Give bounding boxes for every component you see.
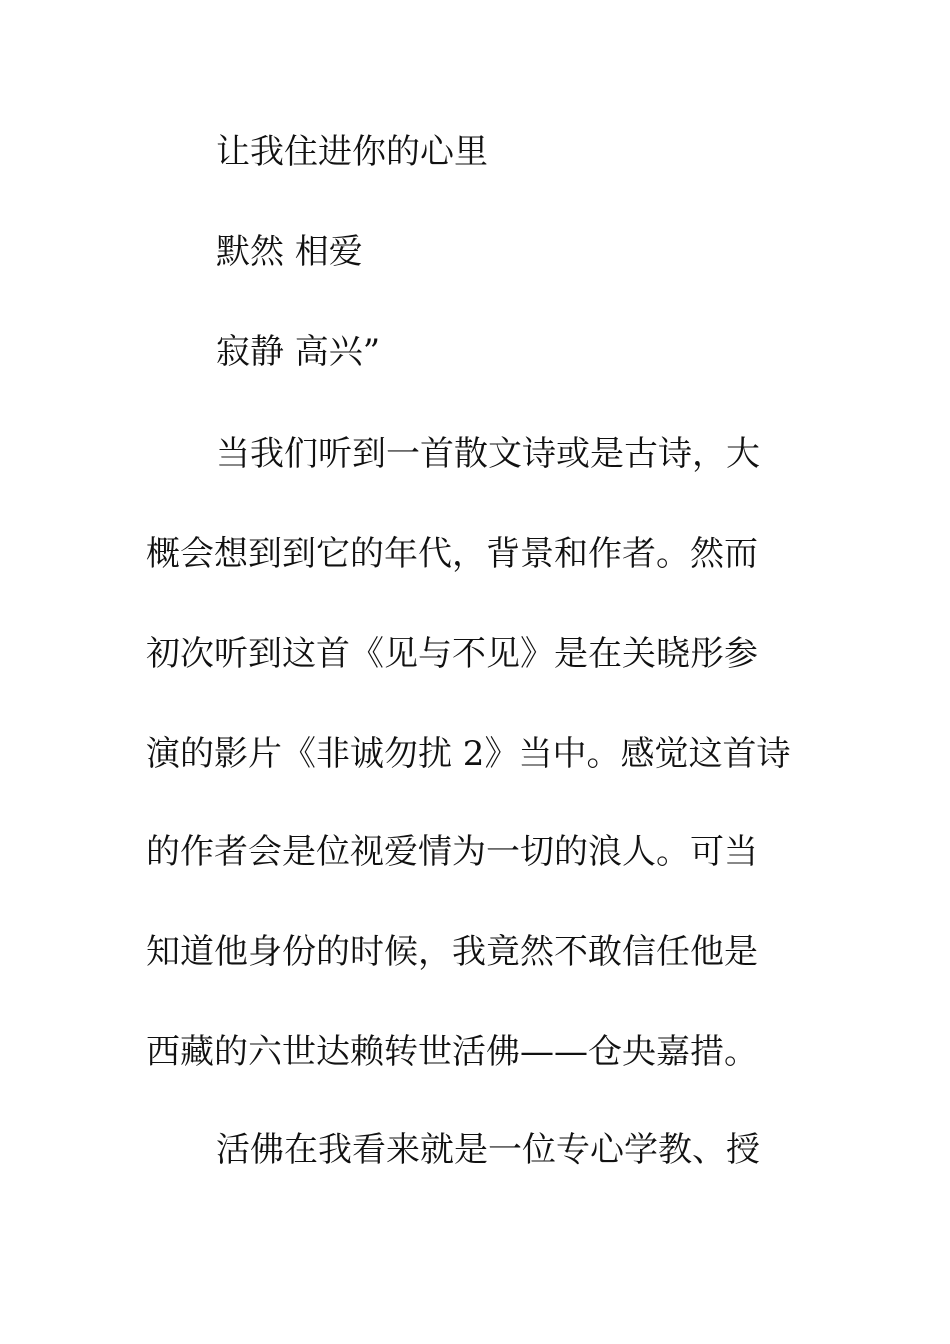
paragraph-line: 西藏的六世达赖转世活佛——仓央嘉措。 [146,1032,758,1072]
paragraph-line: 初次听到这首《见与不见》是在关晓彤参 [146,634,758,674]
paragraph-line: 当我们听到一首散文诗或是古诗，大 [216,434,760,474]
paragraph-line: 活佛在我看来就是一位专心学教、授 [216,1130,760,1170]
poem-line-1: 让我住进你的心里 [216,132,488,172]
paragraph-line: 演的影片《非诚勿扰 2》当中。感觉这首诗 [146,734,791,774]
poem-line-2: 默然 相爱 [216,232,363,272]
poem-line-3: 寂静 高兴” [216,332,381,372]
paragraph-line: 概会想到到它的年代，背景和作者。然而 [146,534,758,574]
paragraph-line: 知道他身份的时候，我竟然不敢信任他是 [146,932,758,972]
paragraph-line: 的作者会是位视爱情为一切的浪人。可当 [146,832,758,872]
